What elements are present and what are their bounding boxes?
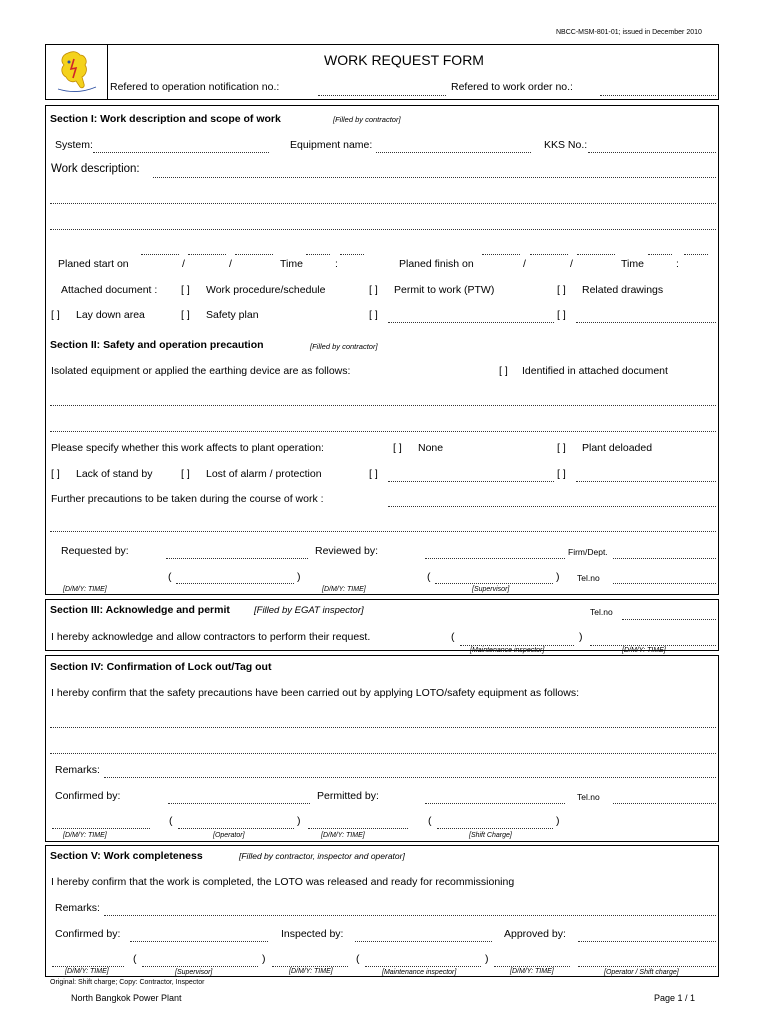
operator-shift-name-field[interactable] (578, 966, 716, 967)
start-minute-field[interactable] (340, 254, 364, 255)
permitted-by-label: Permitted by: (317, 790, 379, 802)
attached-document-label: Attached document : (61, 284, 158, 296)
work-procedure-label: Work procedure/schedule (206, 284, 326, 296)
section-1-title: Section I: Work description and scope of work (50, 113, 281, 125)
supervisor-caption: [Supervisor] (175, 969, 213, 976)
open-paren: ( (451, 631, 455, 643)
dmy-time-caption: [D/M/Y: TIME] (63, 832, 107, 839)
section-5-box (45, 845, 719, 977)
dmy-time-caption: [D/M/Y: TIME] (289, 968, 333, 975)
work-description-line-2[interactable] (50, 203, 716, 204)
section-4-box (45, 655, 719, 842)
section-2-note: [Filled by contractor] (310, 342, 378, 351)
section-1-note: [Filled by contractor] (333, 115, 401, 124)
section-5-date-field-2[interactable] (272, 966, 348, 967)
isolated-line-2[interactable] (50, 431, 716, 432)
work-procedure-checkbox[interactable]: [ ] (181, 284, 190, 296)
open-paren: ( (169, 815, 173, 827)
kks-label: KKS No.: (544, 139, 588, 151)
safety-plan-label: Safety plan (206, 309, 259, 321)
form-title: WORK REQUEST FORM (324, 52, 484, 68)
slash: / (570, 258, 573, 270)
page-number: Page 1 / 1 (654, 993, 696, 1003)
open-paren: ( (168, 571, 172, 583)
permitted-by-field[interactable] (425, 803, 565, 804)
maintenance-inspector-caption: [Maintenance inspector] (382, 969, 457, 976)
tel-no-label: Tel.no (590, 607, 613, 617)
inspector-name-field[interactable] (460, 645, 574, 646)
open-paren: ( (356, 953, 360, 965)
colon: : (335, 258, 338, 270)
other-doc-field-2[interactable] (576, 322, 716, 323)
lost-alarm-checkbox[interactable]: [ ] (181, 468, 190, 480)
dmy-time-caption: [D/M/Y: TIME] (63, 586, 107, 593)
other-effect-checkbox-2[interactable]: [ ] (557, 468, 566, 480)
further-precautions-label: Further precautions to be taken during the course of work : (51, 493, 324, 505)
requested-by-field[interactable] (166, 558, 308, 559)
open-paren: ( (427, 571, 431, 583)
dmy-time-caption: [D/M/Y: TIME] (622, 647, 666, 654)
supervisor-name-field[interactable] (142, 966, 258, 967)
section-5-remarks-field[interactable] (104, 915, 716, 916)
identified-checkbox[interactable]: [ ] (499, 365, 508, 377)
section-4-confirmed-field[interactable] (168, 803, 310, 804)
slash: / (523, 258, 526, 270)
none-checkbox[interactable]: [ ] (393, 442, 402, 454)
open-paren: ( (133, 953, 137, 965)
finish-month-field[interactable] (530, 254, 568, 255)
section-5-title: Section V: Work completeness (50, 850, 203, 862)
work-order-field[interactable] (600, 95, 716, 96)
close-paren: ) (556, 815, 560, 827)
identified-label: Identified in attached document (522, 365, 668, 377)
section-4-date-field-1[interactable] (52, 828, 150, 829)
deloaded-checkbox[interactable]: [ ] (557, 442, 566, 454)
remarks-label: Remarks: (55, 902, 100, 914)
time-label: Time (280, 258, 303, 270)
lack-stand-label: Lack of stand by (76, 468, 153, 480)
section-3-note: [Filled by EGAT inspector] (254, 605, 364, 616)
tel-no-label: Tel.no (577, 792, 600, 802)
work-description-line-1[interactable] (153, 177, 716, 178)
other-effect-checkbox-1[interactable]: [ ] (369, 468, 378, 480)
plant-name: North Bangkok Power Plant (71, 993, 182, 1003)
work-order-label: Refered to work order no.: (451, 81, 573, 93)
colon: : (676, 258, 679, 270)
start-year-field[interactable] (235, 254, 273, 255)
other-doc-checkbox-1[interactable]: [ ] (369, 309, 378, 321)
section-4-date-field-2[interactable] (308, 828, 408, 829)
inspected-by-field[interactable] (355, 941, 492, 942)
header-divider (107, 44, 108, 100)
start-month-field[interactable] (188, 254, 226, 255)
section-3-tel-field[interactable] (622, 619, 716, 620)
work-description-line-3[interactable] (50, 229, 716, 230)
finish-year-field[interactable] (577, 254, 615, 255)
section-3-title: Section III: Acknowledge and permit (50, 604, 230, 616)
notification-label: Refered to operation notification no.: (110, 81, 280, 93)
start-day-field[interactable] (141, 254, 179, 255)
document-reference: NBCC-MSM-801-01; issued in December 2010 (556, 29, 702, 36)
operator-shift-caption: [Operator / Shift charge] (604, 969, 679, 976)
finish-day-field[interactable] (482, 254, 520, 255)
tel-no-field[interactable] (613, 583, 716, 584)
firm-dept-field[interactable] (613, 558, 716, 559)
lost-alarm-label: Lost of alarm / protection (206, 468, 322, 480)
confirmed-by-label: Confirmed by: (55, 790, 121, 802)
reviewed-name-field[interactable] (435, 583, 553, 584)
lack-stand-checkbox[interactable]: [ ] (51, 468, 60, 480)
other-effect-field-1[interactable] (388, 481, 554, 482)
further-precautions-line-1[interactable] (388, 506, 716, 507)
distribution-note: Original: Shift charge; Copy: Contractor, Inspector (50, 979, 205, 986)
requested-date-field[interactable] (176, 583, 294, 584)
affects-label: Please specify whether this work affects to plant operation: (51, 442, 324, 454)
related-drawings-checkbox[interactable]: [ ] (557, 284, 566, 296)
equipment-field[interactable] (376, 152, 531, 153)
close-paren: ) (297, 815, 301, 827)
section-4-remarks-field[interactable] (104, 777, 716, 778)
section-4-title: Section IV: Confirmation of Lock out/Tag out (50, 661, 272, 673)
notification-field[interactable] (318, 95, 446, 96)
close-paren: ) (556, 571, 560, 583)
section-5-date-field-1[interactable] (52, 966, 124, 967)
finish-minute-field[interactable] (684, 254, 708, 255)
section-4-tel-field[interactable] (613, 803, 716, 804)
lay-down-checkbox[interactable]: [ ] (51, 309, 60, 321)
open-paren: ( (428, 815, 432, 827)
section-5-confirmed-field[interactable] (130, 941, 268, 942)
maintenance-inspector-caption: [Maintenance inspector] (470, 647, 545, 654)
ptw-checkbox[interactable]: [ ] (369, 284, 378, 296)
tel-no-label: Tel.no (577, 573, 600, 583)
none-label: None (418, 442, 444, 454)
deloaded-label: Plant deloaded (582, 442, 653, 454)
other-doc-checkbox-2[interactable]: [ ] (557, 309, 566, 321)
planed-finish-label: Planed finish on (399, 258, 474, 270)
approved-by-label: Approved by: (504, 928, 566, 940)
dmy-time-caption: [D/M/Y: TIME] (510, 968, 554, 975)
close-paren: ) (297, 571, 301, 583)
completeness-text: I hereby confirm that the work is completed, the LOTO was released and ready for recommissioning (51, 876, 515, 888)
section-5-date-field-3[interactable] (494, 966, 570, 967)
equipment-label: Equipment name: (290, 139, 373, 151)
slash: / (229, 258, 232, 270)
operator-name-field[interactable] (178, 828, 294, 829)
reviewed-by-field[interactable] (425, 558, 565, 559)
approved-by-field[interactable] (578, 941, 716, 942)
dmy-time-caption: [D/M/Y: TIME] (322, 586, 366, 593)
inspected-by-label: Inspected by: (281, 928, 344, 940)
time-label: Time (621, 258, 644, 270)
slash: / (182, 258, 185, 270)
reviewed-by-label: Reviewed by: (315, 545, 379, 557)
system-label: System: (55, 139, 93, 151)
isolated-label: Isolated equipment or applied the earthing device are as follows: (51, 365, 351, 377)
other-doc-field-1[interactable] (388, 322, 554, 323)
ptw-label: Permit to work (PTW) (394, 284, 495, 296)
work-description-label: Work description: (51, 163, 140, 175)
acknowledge-text: I hereby acknowledge and allow contractors to perform their request. (51, 631, 371, 643)
finish-hour-field[interactable] (648, 254, 672, 255)
kks-field[interactable] (588, 152, 716, 153)
isolated-line-1[interactable] (50, 405, 716, 406)
shift-charge-name-field[interactable] (437, 828, 553, 829)
close-paren: ) (262, 953, 266, 965)
dmy-time-caption: [D/M/Y: TIME] (65, 968, 109, 975)
requested-by-label: Requested by: (61, 545, 129, 557)
lay-down-label: Lay down area (76, 309, 145, 321)
loto-confirm-text: I hereby confirm that the safety precautions have been carried out by applying LOTO/safety equipment as follows: (51, 687, 580, 699)
operator-caption: [Operator] (213, 832, 245, 839)
dmy-time-caption: [D/M/Y: TIME] (321, 832, 365, 839)
maintenance-name-field[interactable] (365, 966, 481, 967)
safety-plan-checkbox[interactable]: [ ] (181, 309, 190, 321)
section-2-title: Section II: Safety and operation precaution (50, 339, 264, 351)
other-effect-field-2[interactable] (576, 481, 716, 482)
confirmed-by-label: Confirmed by: (55, 928, 121, 940)
close-paren: ) (579, 631, 583, 643)
firm-dept-label: Firm/Dept. (568, 547, 608, 557)
further-precautions-line-2[interactable] (50, 531, 716, 532)
close-paren: ) (485, 953, 489, 965)
planed-start-label: Planed start on (58, 258, 129, 270)
section-3-date-field[interactable] (590, 645, 716, 646)
system-field[interactable] (93, 152, 269, 153)
start-hour-field[interactable] (306, 254, 330, 255)
section-5-note: [Filled by contractor, inspector and operator] (239, 851, 405, 861)
shift-charge-caption: [Shift Charge] (469, 832, 512, 839)
related-drawings-label: Related drawings (582, 284, 664, 296)
supervisor-caption: [Supervisor] (472, 586, 510, 593)
remarks-label: Remarks: (55, 764, 100, 776)
loto-line-1[interactable] (50, 727, 716, 728)
logo-icon (52, 47, 102, 97)
loto-line-2[interactable] (50, 753, 716, 754)
